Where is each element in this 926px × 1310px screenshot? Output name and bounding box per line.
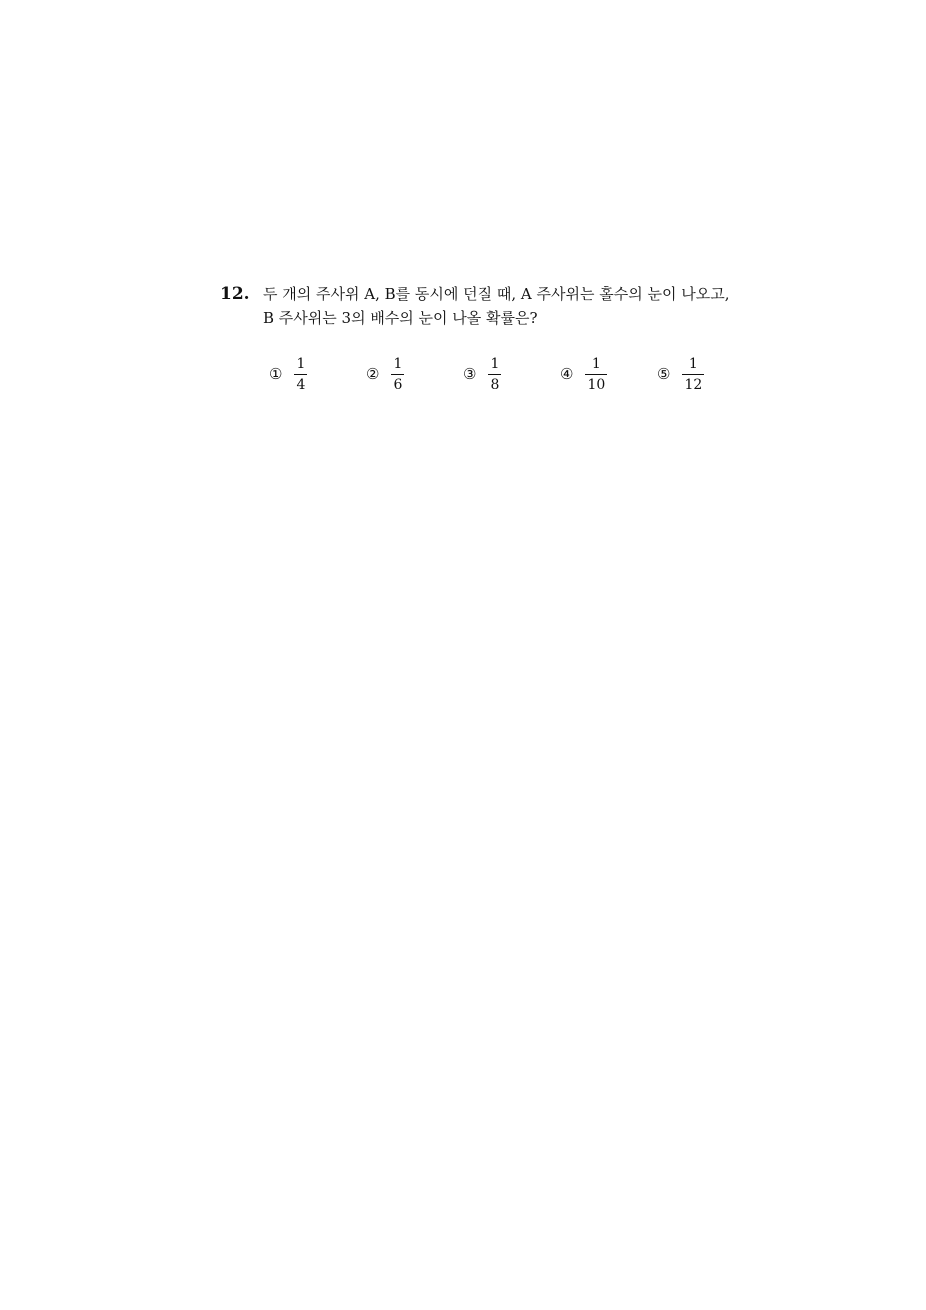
choice-marker: ③ (463, 365, 477, 383)
choice-marker: ② (366, 365, 380, 383)
fraction-denominator: 10 (587, 376, 606, 393)
fraction-numerator: 1 (296, 355, 306, 372)
question-text-line-2: B 주사위는 3의 배수의 눈이 나올 확률은? (263, 309, 538, 327)
fraction-numerator: 1 (591, 355, 601, 372)
fraction-denominator: 4 (296, 376, 306, 393)
fraction-denominator: 12 (684, 376, 703, 393)
question-text-line-1: 두 개의 주사위 A, B를 동시에 던질 때, A 주사위는 홀수의 눈이 나오고, (263, 285, 730, 303)
fraction-numerator: 1 (490, 355, 500, 372)
question-number: 12. (220, 284, 250, 304)
fraction-numerator: 1 (688, 355, 698, 372)
choice-fraction (585, 356, 607, 393)
choice-marker: ① (269, 365, 283, 383)
choice-1[interactable] (269, 350, 307, 398)
fraction-numerator: 1 (393, 355, 403, 372)
choice-marker: ④ (560, 365, 574, 383)
question-text (263, 282, 783, 330)
choice-5[interactable] (657, 350, 704, 398)
choice-fraction (682, 356, 704, 393)
choice-marker: ⑤ (657, 365, 671, 383)
choice-3[interactable] (463, 350, 501, 398)
fraction-denominator: 8 (490, 376, 500, 393)
choice-2[interactable] (366, 350, 404, 398)
choice-fraction (294, 356, 307, 393)
choice-4[interactable] (560, 350, 607, 398)
choice-fraction (488, 356, 501, 393)
choice-fraction (391, 356, 404, 393)
answer-choices (269, 350, 769, 398)
fraction-denominator: 6 (393, 376, 403, 393)
